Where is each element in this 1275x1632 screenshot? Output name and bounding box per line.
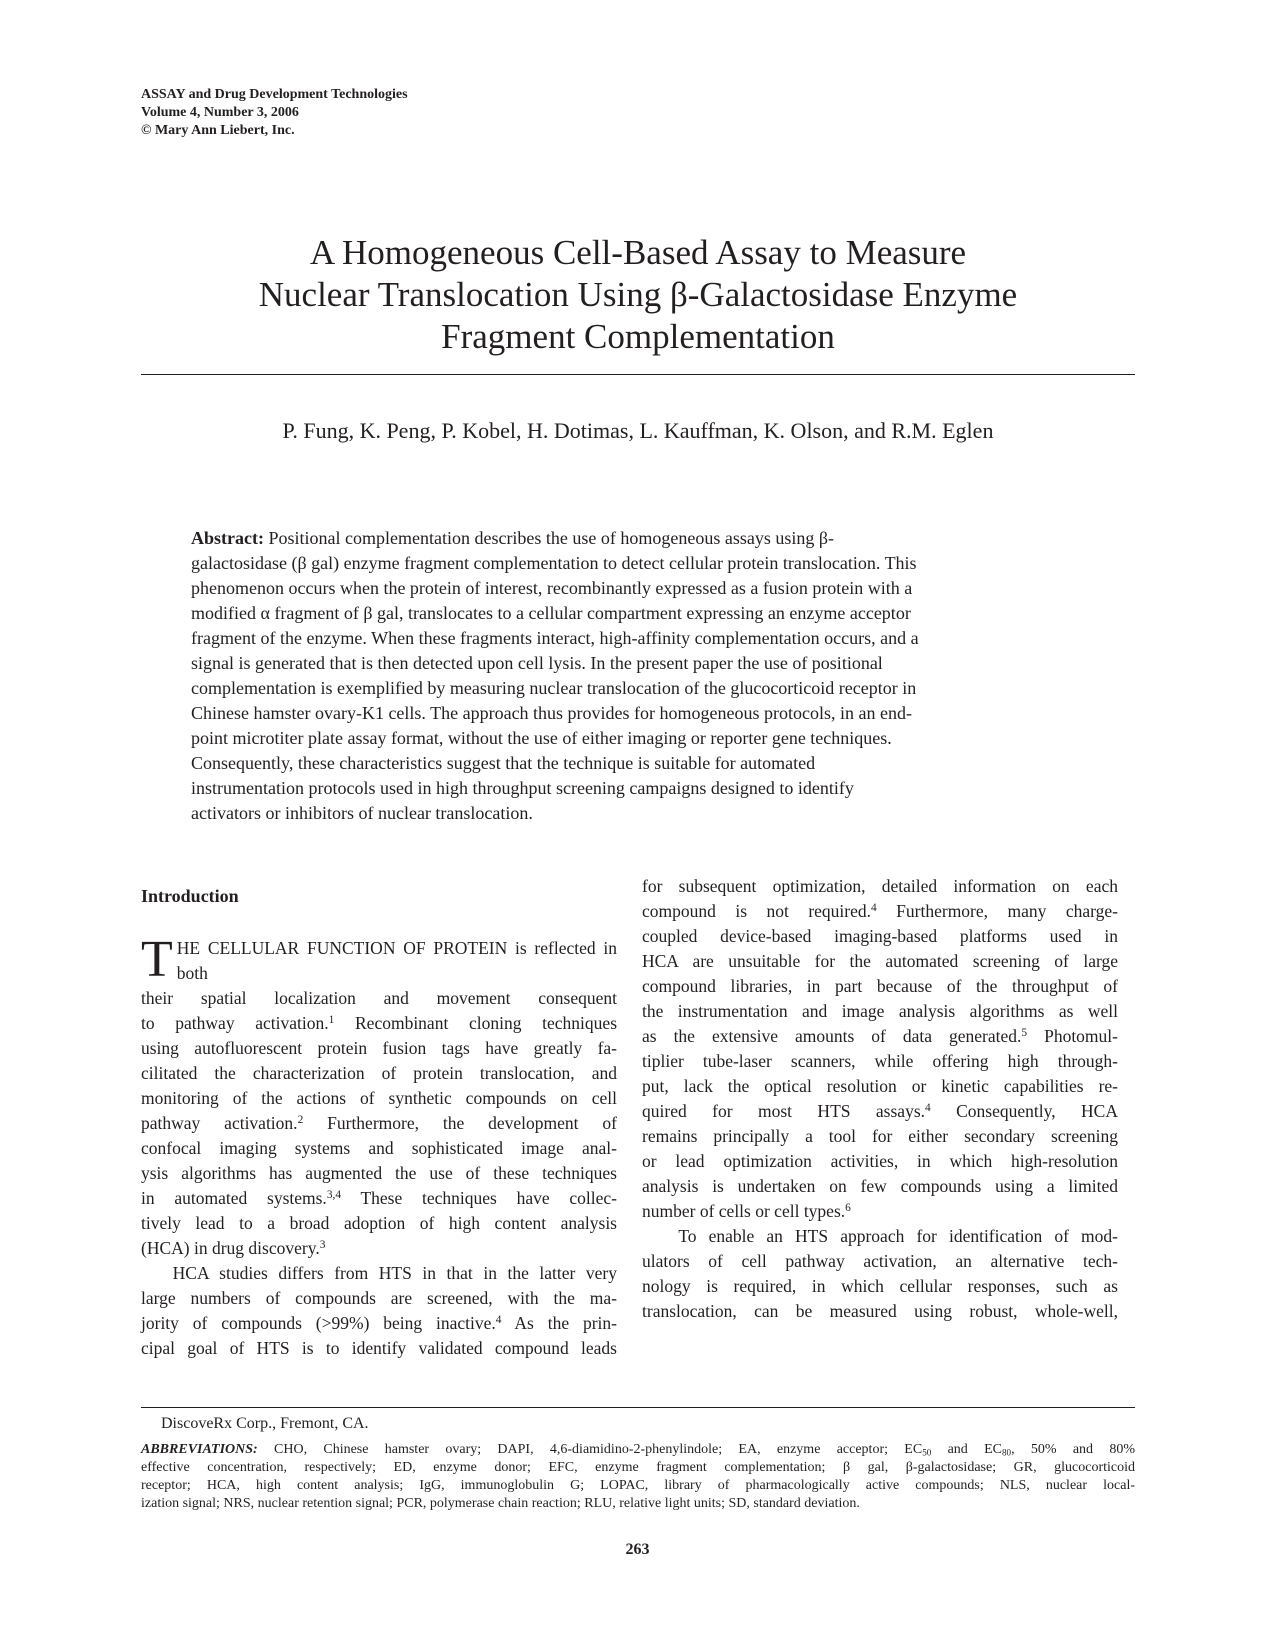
body-text: These techniques have collec- xyxy=(341,1188,617,1208)
abstract-line: instrumentation protocols used in high throughput screening campaigns designed to identify xyxy=(191,778,854,798)
journal-volume: Volume 4, Number 3, 2006 xyxy=(141,105,299,120)
body-text: analysis is undertaken on few compounds using a limited xyxy=(642,1176,1118,1196)
body-line xyxy=(642,1299,1118,1324)
abstract-line: point microtiter plate assay format, without the use of either imaging or reporter gene techniques. xyxy=(191,728,892,748)
abstract-line: phenomenon occurs when the protein of interest, recombinantly expressed as a fusion protein with a xyxy=(191,578,913,598)
footnote-line: effective concentration, respectively; ED, enzyme donor; EFC, enzyme fragment complementation; β gal, β-galactosidase; GR, glucocorticoid xyxy=(141,1460,1135,1475)
body-text: pathway activation. xyxy=(141,1113,298,1133)
body-text: compound libraries, in part because of the throughput of xyxy=(642,976,1118,996)
body-text: coupled device-based imaging-based platforms used in xyxy=(642,926,1118,946)
body-text: in automated systems. xyxy=(141,1188,327,1208)
citation-superscript: 3,4 xyxy=(326,1188,342,1201)
abstract-line: galactosidase (β gal) enzyme fragment complementation to detect cellular protein translocation. This xyxy=(191,553,917,573)
body-text: nology is required, in which cellular responses, such as xyxy=(642,1276,1118,1296)
body-text: number of cells or cell types. xyxy=(642,1201,846,1221)
abbreviations-label: ABBREVIATIONS: xyxy=(141,1442,258,1457)
body-text: Furthermore, the development of xyxy=(303,1113,617,1133)
body-text: cipal goal of HTS is to identify validated compound leads xyxy=(141,1338,617,1358)
body-text: monitoring of the actions of synthetic compounds on cell xyxy=(141,1088,617,1108)
footnote-divider xyxy=(141,1407,1135,1408)
body-line xyxy=(642,899,1118,924)
abstract-line: complementation is exemplified by measuring nuclear translocation of the glucocorticoid receptor in xyxy=(191,678,917,698)
body-line xyxy=(642,1024,1118,1049)
abstract-line: Positional complementation describes the use of homogeneous assays using β- xyxy=(263,528,835,548)
body-text: Recombinant cloning techniques xyxy=(334,1013,618,1033)
body-line xyxy=(141,1336,617,1361)
body-text: ysis algorithms has augmented the use of these techniques xyxy=(141,1163,617,1183)
body-line xyxy=(642,1124,1118,1149)
body-line xyxy=(141,1136,617,1161)
body-text: or lead optimization activities, in which high-resolution xyxy=(642,1151,1118,1171)
body-line xyxy=(141,1286,617,1311)
body-line xyxy=(642,1174,1118,1199)
body-line xyxy=(642,1149,1118,1174)
page-number: 263 xyxy=(625,1541,650,1558)
abstract-line: Consequently, these characteristics suggest that the technique is suitable for automated xyxy=(191,753,816,773)
body-text: tiplier tube-laser scanners, while offering high through- xyxy=(642,1051,1118,1071)
body-text: is reflected in both xyxy=(176,938,617,983)
journal-name: ASSAY and Drug Development Technologies xyxy=(141,87,408,102)
body-text: Photomul- xyxy=(1027,1026,1118,1046)
intro-opening xyxy=(141,931,617,1011)
body-line xyxy=(642,949,1118,974)
body-text: compound is not required. xyxy=(642,901,872,921)
citation-superscript: 5 xyxy=(1021,1026,1028,1039)
body-line xyxy=(642,1274,1118,1299)
footnote-line: ization signal; NRS, nuclear retention signal; PCR, polymerase chain reaction; RLU, relative light units; SD, standard deviation. xyxy=(141,1496,860,1511)
left-column-lines xyxy=(141,1011,617,1361)
body-line xyxy=(141,1161,617,1186)
body-line xyxy=(141,1036,617,1061)
body-text: HCA studies differs from HTS in that in the latter very xyxy=(141,1263,617,1283)
citation-superscript: 6 xyxy=(845,1201,851,1214)
abbreviations-footnote xyxy=(141,1441,1135,1513)
title-line: Nuclear Translocation Using β-Galactosidase Enzyme xyxy=(258,275,1018,314)
subscript: 80 xyxy=(1001,1447,1012,1458)
body-line xyxy=(642,1199,1118,1224)
citation-superscript: 4 xyxy=(925,1101,931,1114)
drop-cap: T xyxy=(141,931,173,988)
citation-superscript: 4 xyxy=(495,1313,502,1326)
body-line xyxy=(141,931,617,988)
body-column-left xyxy=(141,931,618,1361)
body-line xyxy=(642,1049,1118,1074)
body-text: remains principally a tool for either secondary screening xyxy=(642,1126,1118,1146)
citation-superscript: 1 xyxy=(328,1013,335,1026)
body-text: HCA are unsuitable for the automated screening of large xyxy=(642,951,1118,971)
section-heading-introduction: Introduction xyxy=(141,886,239,906)
abstract xyxy=(191,526,1071,826)
body-text: (HCA) in drug discovery. xyxy=(141,1238,320,1258)
body-line xyxy=(642,924,1118,949)
citation-superscript: 4 xyxy=(871,901,877,914)
abstract-line: Chinese hamster ovary-K1 cells. The approach thus provides for homogeneous protocols, in an end- xyxy=(191,703,912,723)
abstract-line: fragment of the enzyme. When these fragments interact, high-affinity complementation occurs, and a xyxy=(191,628,919,648)
citation-superscript: 2 xyxy=(297,1113,304,1126)
body-text: quired for most HTS assays. xyxy=(642,1101,926,1121)
body-line: their spatial localization and movement consequent xyxy=(141,988,617,1008)
body-line xyxy=(642,999,1118,1024)
body-text: Furthermore, many charge- xyxy=(876,901,1118,921)
body-text: as the extensive amounts of data generated. xyxy=(642,1026,1022,1046)
body-text: large numbers of compounds are screened, with the ma- xyxy=(141,1288,617,1308)
affiliation: DiscoveRx Corp., Fremont, CA. xyxy=(161,1415,369,1432)
body-line xyxy=(141,1111,617,1136)
body-line xyxy=(141,1261,617,1286)
title-line: A Homogeneous Cell-Based Assay to Measure xyxy=(309,233,967,272)
body-line xyxy=(642,1099,1118,1124)
body-line xyxy=(642,974,1118,999)
body-column-right xyxy=(642,874,1118,1324)
body-text: ulators of cell pathway activation, an alternative tech- xyxy=(642,1251,1118,1271)
subscript: 50 xyxy=(922,1447,932,1458)
footnote-text: and EC xyxy=(931,1442,1002,1457)
body-text: using autofluorescent protein fusion tags have greatly fa- xyxy=(141,1038,617,1058)
body-text: tively lead to a broad adoption of high content analysis xyxy=(141,1213,617,1233)
abstract-line: signal is generated that is then detected upon cell lysis. In the present paper the use of positional xyxy=(191,653,883,673)
body-line xyxy=(642,1074,1118,1099)
body-text: the instrumentation and image analysis algorithms as well xyxy=(642,1001,1118,1021)
body-line xyxy=(141,1311,617,1336)
body-text: To enable an HTS approach for identification of mod- xyxy=(642,1226,1118,1246)
body-text: put, lack the optical resolution or kinetic capabilities re- xyxy=(642,1076,1118,1096)
body-text: confocal imaging systems and sophisticated image anal- xyxy=(141,1138,617,1158)
body-text: translocation, can be measured using robust, whole-well, xyxy=(642,1301,1118,1321)
body-line xyxy=(642,1224,1118,1249)
body-line xyxy=(141,1211,617,1236)
body-text: Consequently, HCA xyxy=(930,1101,1118,1121)
body-line xyxy=(141,1186,617,1211)
abstract-line: modified α fragment of β gal, translocates to a cellular compartment expressing an enzyme acceptor xyxy=(191,603,911,623)
paper-title xyxy=(141,232,1135,358)
footnote-line: receptor; HCA, high content analysis; IgG, immunoglobulin G; LOPAC, library of pharmacologically active compounds; NLS, nuclear local- xyxy=(141,1478,1135,1493)
footnote-text: CHO, Chinese hamster ovary; DAPI, 4,6-diamidino-2-phenylindole; EA, enzyme acceptor; EC xyxy=(257,1442,923,1457)
journal-copyright: © Mary Ann Liebert, Inc. xyxy=(141,123,295,138)
right-column-lines xyxy=(642,874,1118,1324)
body-text: jority of compounds (>99%) being inactive. xyxy=(141,1313,496,1333)
abstract-line: activators or inhibitors of nuclear translocation. xyxy=(191,803,533,823)
body-text: for subsequent optimization, detailed information on each xyxy=(642,876,1118,896)
author-list: P. Fung, K. Peng, P. Kobel, H. Dotimas, L. Kauffman, K. Olson, and R.M. Eglen xyxy=(282,418,994,443)
small-caps-lead: HE CELLULAR FUNCTION OF PROTEIN xyxy=(176,938,508,958)
body-text: to pathway activation. xyxy=(141,1013,329,1033)
body-line xyxy=(141,1086,617,1111)
body-text: As the prin- xyxy=(501,1313,617,1333)
title-line: Fragment Complementation xyxy=(441,317,835,356)
footnote-line xyxy=(141,1441,1135,1459)
body-line xyxy=(141,1236,617,1261)
body-line xyxy=(141,1061,617,1086)
body-text: cilitated the characterization of protein translocation, and xyxy=(141,1063,617,1083)
journal-header xyxy=(141,86,408,140)
body-line xyxy=(642,874,1118,899)
body-line xyxy=(141,1011,617,1036)
abstract-label: Abstract: xyxy=(191,528,264,548)
citation-superscript: 3 xyxy=(319,1238,326,1251)
body-line xyxy=(642,1249,1118,1274)
footnote-text: , 50% and 80% xyxy=(1011,1442,1135,1457)
title-divider xyxy=(141,374,1135,375)
